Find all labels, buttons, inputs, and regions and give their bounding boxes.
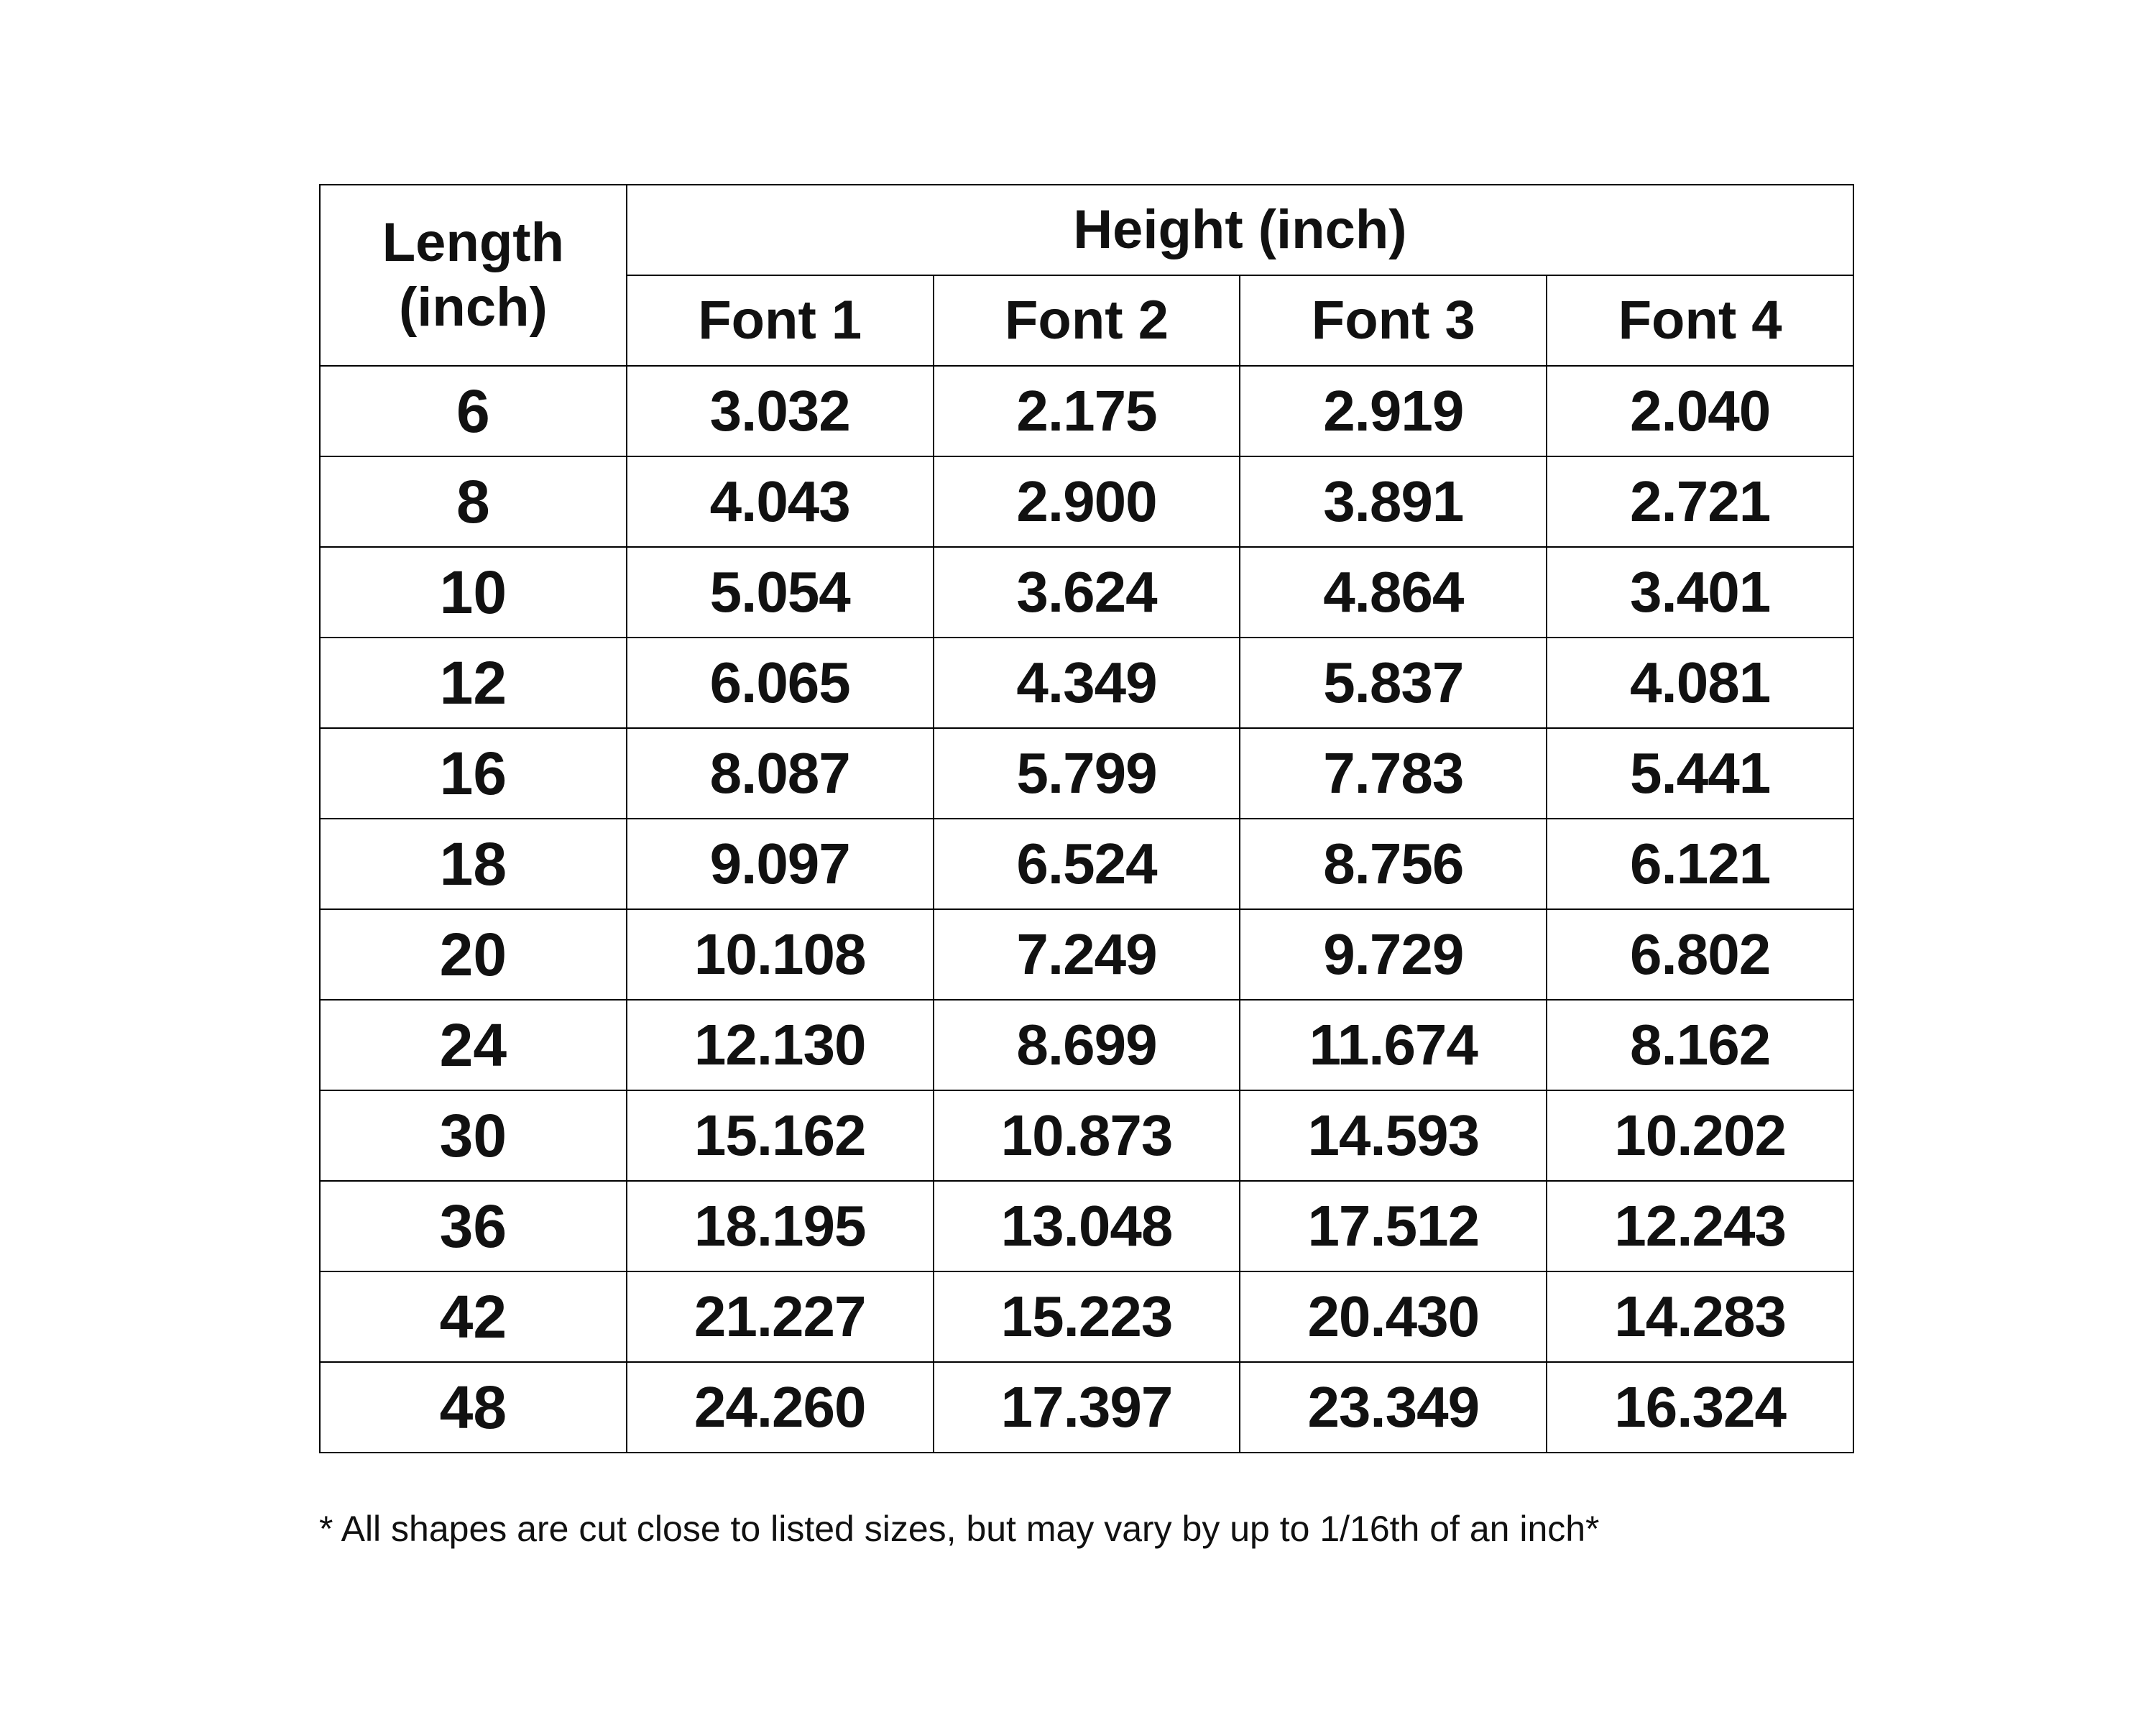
height-value-cell: 4.864 xyxy=(1240,547,1547,638)
height-group-header: Height (inch) xyxy=(627,185,1853,275)
footnote: * All shapes are cut close to listed sizes, but may vary by up to 1/16th of an inch* xyxy=(319,1509,1600,1549)
height-value-cell: 2.721 xyxy=(1547,456,1853,547)
header-row-top xyxy=(320,185,1853,275)
height-value-cell: 9.097 xyxy=(627,819,934,909)
height-value-cell: 4.349 xyxy=(934,638,1240,728)
length-cell: 36 xyxy=(320,1181,627,1271)
table-row xyxy=(320,1181,1853,1271)
height-value-cell: 14.283 xyxy=(1547,1271,1853,1362)
height-value-cell: 7.783 xyxy=(1240,728,1547,819)
height-value-cell: 2.919 xyxy=(1240,366,1547,456)
height-value-cell: 6.121 xyxy=(1547,819,1853,909)
height-value-cell: 5.837 xyxy=(1240,638,1547,728)
length-cell: 16 xyxy=(320,728,627,819)
length-column-header: Length (inch) xyxy=(320,185,627,366)
height-value-cell: 13.048 xyxy=(934,1181,1240,1271)
height-value-cell: 6.802 xyxy=(1547,909,1853,1000)
height-value-cell: 6.524 xyxy=(934,819,1240,909)
length-cell: 12 xyxy=(320,638,627,728)
height-value-cell: 9.729 xyxy=(1240,909,1547,1000)
height-value-cell: 15.223 xyxy=(934,1271,1240,1362)
table-row xyxy=(320,728,1853,819)
font-column-header: Font 1 xyxy=(627,275,934,366)
height-value-cell: 8.699 xyxy=(934,1000,1240,1090)
height-value-cell: 2.040 xyxy=(1547,366,1853,456)
height-value-cell: 2.900 xyxy=(934,456,1240,547)
table-row xyxy=(320,638,1853,728)
height-value-cell: 2.175 xyxy=(934,366,1240,456)
table-row xyxy=(320,1271,1853,1362)
table-row xyxy=(320,1000,1853,1090)
height-value-cell: 10.873 xyxy=(934,1090,1240,1181)
height-value-cell: 8.162 xyxy=(1547,1000,1853,1090)
table-row xyxy=(320,366,1853,456)
height-value-cell: 21.227 xyxy=(627,1271,934,1362)
height-value-cell: 16.324 xyxy=(1547,1362,1853,1453)
height-value-cell: 24.260 xyxy=(627,1362,934,1453)
font-column-header: Font 4 xyxy=(1547,275,1853,366)
length-cell: 20 xyxy=(320,909,627,1000)
height-value-cell: 6.065 xyxy=(627,638,934,728)
height-value-cell: 5.441 xyxy=(1547,728,1853,819)
height-value-cell: 8.087 xyxy=(627,728,934,819)
height-value-cell: 11.674 xyxy=(1240,1000,1547,1090)
length-cell: 48 xyxy=(320,1362,627,1453)
height-value-cell: 7.249 xyxy=(934,909,1240,1000)
height-value-cell: 3.891 xyxy=(1240,456,1547,547)
length-cell: 42 xyxy=(320,1271,627,1362)
table-row xyxy=(320,1090,1853,1181)
length-cell: 24 xyxy=(320,1000,627,1090)
table-row xyxy=(320,456,1853,547)
height-value-cell: 17.397 xyxy=(934,1362,1240,1453)
table-header xyxy=(320,185,1853,366)
height-value-cell: 3.624 xyxy=(934,547,1240,638)
length-cell: 18 xyxy=(320,819,627,909)
length-cell: 6 xyxy=(320,366,627,456)
height-value-cell: 4.081 xyxy=(1547,638,1853,728)
font-column-header: Font 2 xyxy=(934,275,1240,366)
height-value-cell: 12.130 xyxy=(627,1000,934,1090)
table-row xyxy=(320,909,1853,1000)
height-value-cell: 10.202 xyxy=(1547,1090,1853,1181)
font-column-header: Font 3 xyxy=(1240,275,1547,366)
length-cell: 8 xyxy=(320,456,627,547)
height-value-cell: 5.054 xyxy=(627,547,934,638)
height-value-cell: 14.593 xyxy=(1240,1090,1547,1181)
height-value-cell: 3.401 xyxy=(1547,547,1853,638)
size-chart-table xyxy=(319,184,1854,1453)
length-cell: 10 xyxy=(320,547,627,638)
table-row xyxy=(320,547,1853,638)
height-value-cell: 4.043 xyxy=(627,456,934,547)
height-value-cell: 15.162 xyxy=(627,1090,934,1181)
height-value-cell: 23.349 xyxy=(1240,1362,1547,1453)
height-value-cell: 3.032 xyxy=(627,366,934,456)
table-row xyxy=(320,819,1853,909)
length-cell: 30 xyxy=(320,1090,627,1181)
height-value-cell: 12.243 xyxy=(1547,1181,1853,1271)
table-body xyxy=(320,366,1853,1453)
height-value-cell: 17.512 xyxy=(1240,1181,1547,1271)
table-row xyxy=(320,1362,1853,1453)
height-value-cell: 18.195 xyxy=(627,1181,934,1271)
height-value-cell: 20.430 xyxy=(1240,1271,1547,1362)
height-value-cell: 8.756 xyxy=(1240,819,1547,909)
height-value-cell: 5.799 xyxy=(934,728,1240,819)
height-value-cell: 10.108 xyxy=(627,909,934,1000)
